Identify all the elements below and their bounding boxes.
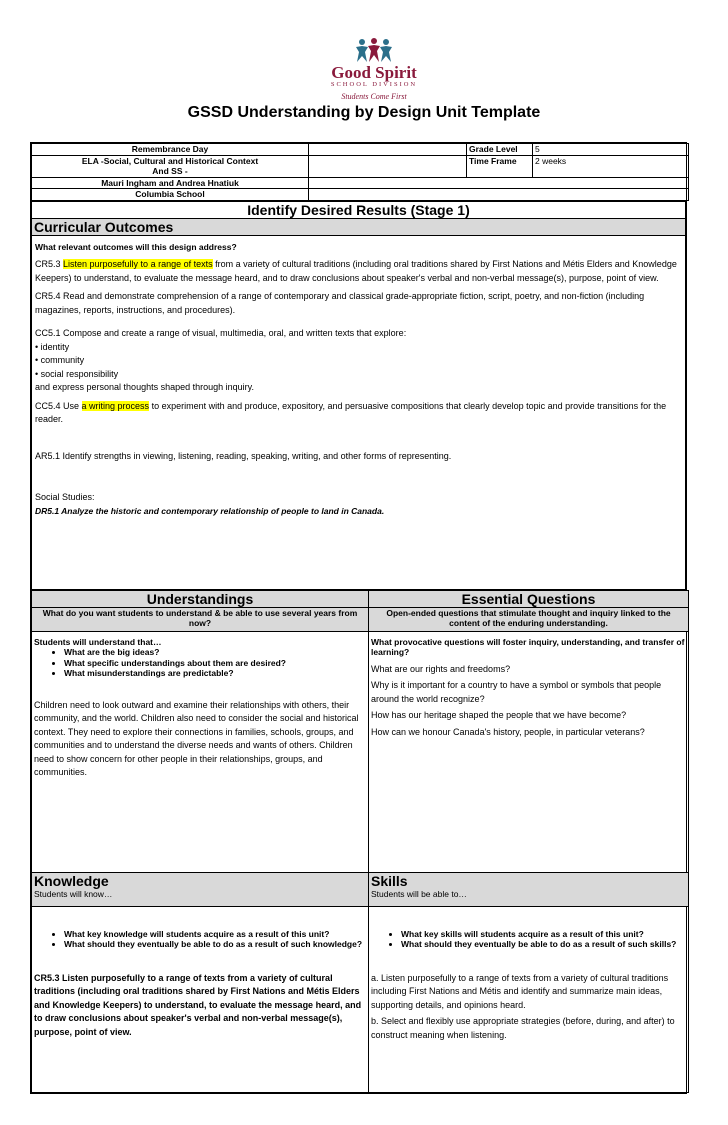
understandings-intro: Students will understand that… [34, 636, 162, 647]
essential-question: What are our rights and freedoms? [371, 663, 511, 674]
unit-subjects: ELA -Social, Cultural and Historical Context And SS - [32, 155, 309, 177]
people-logo-icon [352, 38, 396, 64]
logo-name: Good Spirit [331, 63, 417, 82]
knowledge-header [32, 872, 369, 906]
cc51-item: • identity [35, 341, 70, 352]
curricular-outcomes-body [32, 235, 686, 589]
skills-title: Skills [371, 872, 408, 889]
skills-body [369, 906, 689, 1092]
knowledge-text: CR5.3 Listen purposefully to a range of texts from a variety of cultural traditions (including oral traditions shared by First Nations and Métis Elders and Knowledge Keepers) to understand, to evaluate the message heard, and to draw conclusions about speaker's verbal and non-verbal message(s), purpose, point of view. [34, 972, 362, 1037]
logo-tagline: Students Come First [341, 92, 407, 101]
knowledge-subtitle: Students will know… [34, 888, 113, 899]
header-table [31, 143, 689, 201]
unit-school: Columbia School [32, 189, 309, 201]
skills-header [369, 872, 689, 906]
stage1-table [31, 201, 686, 590]
essential-intro: What provocative questions will foster inquiry, understanding, and transfer of learning? [371, 636, 685, 657]
list-item: • What should they eventually be able to do as a result of such knowledge? [64, 939, 366, 950]
skill-b: b. Select and flexibly use appropriate strategies (before, during, and after) to construct meaning when listening. [371, 1016, 675, 1040]
list-item: • What are the big ideas? [64, 647, 366, 658]
understandings-bullets [34, 647, 366, 679]
skills-subtitle: Students will be able to… [371, 888, 467, 899]
understandings-title: Understandings [32, 590, 369, 607]
unit-authors: Mauri Ingham and Andrea Hnatiuk [32, 177, 309, 189]
essential-questions-title: Essential Questions [369, 590, 689, 607]
understandings-body [32, 631, 369, 872]
curricular-outcomes-title: Curricular Outcomes [32, 218, 686, 235]
knowledge-bullets [34, 929, 366, 950]
essential-question: Why is it important for a country to have a symbol or symbols that people around the world recognize? [371, 680, 662, 704]
essential-question: How can we honour Canada's history, people, in particular veterans? [371, 726, 645, 737]
grade-label: Grade Level [467, 144, 533, 156]
list-item: • What specific understandings about them are desired? [64, 658, 366, 669]
stage1-heading: Identify Desired Results (Stage 1) [32, 201, 686, 218]
unit-topic: Remembrance Day [32, 144, 309, 156]
essential-questions-body [369, 631, 689, 872]
grade-value: 5 [533, 144, 689, 156]
essential-questions-subtitle: Open-ended questions that stimulate thought and inquiry linked to the content of the enduring understanding. [369, 607, 689, 631]
cc51-item: • social responsibility [35, 368, 119, 379]
logo-division: SCHOOL DIVISION [330, 81, 418, 88]
understandings-table [31, 590, 689, 1093]
outcome-cr53: CR5.3 Listen purposefully to a range of texts from a variety of cultural traditions (including oral traditions shared by First Nations and Métis Elders and Knowledge Keepers) to understand, to evaluate the message heard, and to draw conclusions about speaker's verbal and non-verbal message(s), purpose, point of view. [35, 259, 677, 283]
understandings-subtitle: What do you want students to understand & be able to use several years from now? [32, 607, 369, 631]
cc51-item: • community [35, 355, 85, 365]
skill-a: a. Listen purposefully to a range of texts from a variety of cultural traditions including First Nations and Métis and identify and summarize main ideas, supporting details, and opinions heard. [371, 972, 669, 1010]
outcome-dr51: DR5.1 Analyze the historic and contemporary relationship of people to land in Canada. [35, 505, 385, 516]
time-label: Time Frame [467, 155, 533, 177]
knowledge-title: Knowledge [34, 872, 109, 889]
outcome-cc51: CC5.1 Compose and create a range of visual, multimedia, oral, and written texts that explore: [35, 328, 407, 338]
school-logo [318, 38, 430, 110]
understandings-text: Children need to look outward and examine their relationships with others, their community, and the world. Children also need to consider the social and historical context. They need to explore their connections in families, schools, groups, and communities and to understand the diverse needs and wants of others. Children need to show concern for other people in their relationships, groups, and communities. [34, 699, 359, 777]
list-item: • What misunderstandings are predictable? [64, 668, 366, 679]
list-item: • What key skills will students acquire as a result of this unit? [401, 929, 686, 940]
list-item: • What should they eventually be able to do as a result of such skills? [401, 939, 686, 950]
skills-bullets [371, 929, 686, 950]
social-studies-label: Social Studies: [35, 492, 95, 502]
essential-question: How has our heritage shaped the people that we have become? [371, 710, 627, 720]
unit-template [30, 142, 687, 1094]
outcomes-question: What relevant outcomes will this design address? [35, 241, 237, 252]
time-value: 2 weeks [533, 155, 689, 177]
outcome-cc54: CC5.4 Use a writing process to experiment with and produce, expository, and persuasive compositions that clearly develop topic and provide transitions for the reader. [35, 400, 667, 424]
document-title: GSSD Understanding by Design Unit Template [187, 104, 541, 121]
outcome-ar51: AR5.1 Identify strengths in viewing, listening, reading, speaking, writing, and other forms of representing. [35, 450, 452, 461]
knowledge-body [32, 906, 369, 1092]
outcome-cr54: CR5.4 Read and demonstrate comprehension of a range of contemporary and classical grade-appropriate fiction, script, poetry, and non-fiction (including magazines, reports, instructions, and procedures). [35, 291, 645, 315]
list-item: • What key knowledge will students acquire as a result of this unit? [64, 929, 366, 940]
cc51-item: and express personal thoughts shaped through inquiry. [35, 382, 254, 392]
